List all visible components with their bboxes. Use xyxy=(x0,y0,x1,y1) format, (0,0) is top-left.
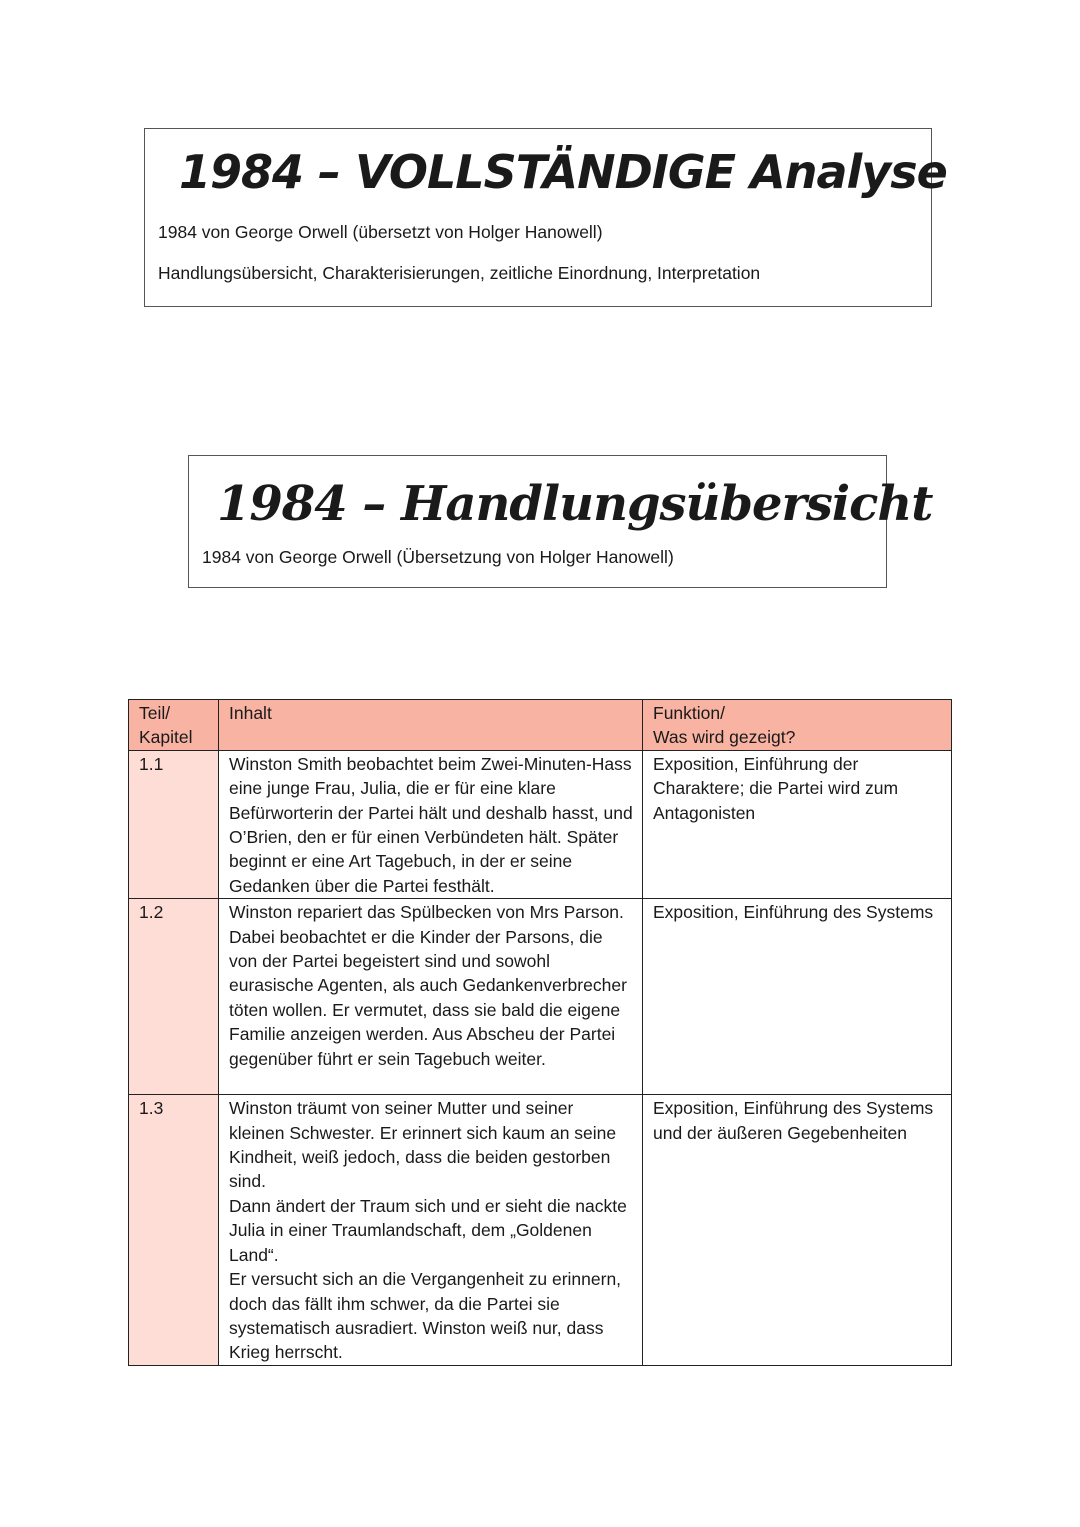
row-function: Exposition, Einführung des Systems xyxy=(643,899,952,1095)
section-subtitle: 1984 von George Orwell (Übersetzung von Holger Hanowell) xyxy=(202,547,674,567)
row-function: Exposition, Einführung des Systems und der äußeren Gegebenheiten xyxy=(643,1095,952,1365)
document-topics: Handlungsübersicht, Charakterisierungen, zeitliche Einordnung, Interpretation xyxy=(158,263,761,283)
table-header-row xyxy=(129,700,952,751)
document-subtitle: 1984 von George Orwell (übersetzt von Holger Hanowell) xyxy=(158,222,603,242)
header-content: Inhalt xyxy=(219,700,643,751)
header-chapter: Teil/ Kapitel xyxy=(129,700,219,751)
table-row xyxy=(129,899,952,1095)
row-chapter: 1.2 xyxy=(129,899,219,1095)
row-content: Winston Smith beobachtet beim Zwei-Minuten-Hass eine junge Frau, Julia, die er für eine klare Befürworterin der Partei hält und deshalb hasst, und O’Brien, den er für einen Verbündeten hält. Später beginnt er eine Art Tagebuch, in der er seine Gedanken über die Partei festhält. xyxy=(219,750,643,898)
document-title: 1984 – VOLLSTÄNDIGE Analyse xyxy=(179,145,947,199)
row-chapter: 1.1 xyxy=(129,750,219,898)
row-content: Winston träumt von seiner Mutter und seiner kleinen Schwester. Er erinnert sich kaum an seine Kindheit, weiß jedoch, dass die beiden gestorben sind. Dann ändert der Traum sich und er sieht die nackte Julia in einer Traumlandschaft, dem „Goldenen Land“. Er versucht sich an die Vergangenheit zu erinnern, doch das fällt ihm schwer, da die Partei sie systematisch ausradiert. Winston weiß nur, dass Krieg herrscht. xyxy=(219,1095,643,1365)
document-header-box xyxy=(144,128,947,307)
row-function: Exposition, Einführung der Charaktere; die Partei wird zum Antagonisten xyxy=(643,750,952,898)
row-chapter: 1.3 xyxy=(129,1095,219,1365)
section-header-box xyxy=(188,455,933,588)
table-row xyxy=(129,1095,952,1365)
row-content: Winston repariert das Spülbecken von Mrs Parson. Dabei beobachtet er die Kinder der Parsons, die von der Partei begeistert sind und sowohl eurasische Agenten, als auch Gedankenverbrecher töten wollen. Er vermutet, dass sie bald die eigene Familie anzeigen werden. Aus Abscheu der Partei gegenüber führt er sein Tagebuch weiter. xyxy=(219,899,643,1095)
header-function: Funktion/ Was wird gezeigt? xyxy=(643,700,952,751)
section-title: 1984 – Handlungsübersicht xyxy=(217,476,933,532)
plot-overview-table xyxy=(128,699,952,1366)
table-row xyxy=(129,750,952,898)
